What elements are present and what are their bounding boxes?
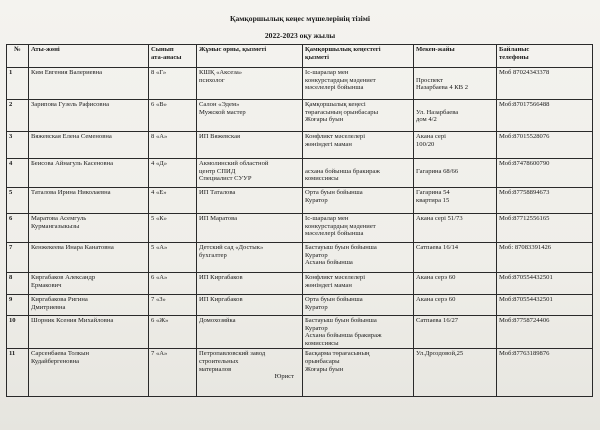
- header-class-line: Сынып: [151, 46, 174, 53]
- member-council-role: [303, 68, 414, 100]
- member-address-line: Гагарина 54: [416, 189, 450, 196]
- member-workplace-line: Специалист СУУР: [199, 175, 252, 183]
- member-workplace: [197, 214, 303, 243]
- member-workplace-line: ИП Таталова: [199, 189, 236, 196]
- member-address-line: Акана сері 51/73: [416, 215, 463, 222]
- member-class: 4 «Д»: [149, 159, 197, 188]
- member-council-role: [303, 316, 414, 349]
- member-address: [414, 68, 497, 100]
- member-name: [29, 295, 149, 316]
- member-phone: Моб:870554432501: [497, 273, 593, 295]
- member-phone: Моб:87017566488: [497, 100, 593, 132]
- member-name: [29, 159, 149, 188]
- member-phone: Моб:87758894673: [497, 188, 593, 214]
- member-council-role-line: Конфликт мәселелері: [305, 274, 366, 281]
- member-address-line: Акана серэ 60: [416, 274, 456, 281]
- member-class: 7 «З»: [149, 295, 197, 316]
- member-council-role: [303, 295, 414, 316]
- member-council-role: [303, 159, 414, 188]
- member-phone: Моб:87712556165: [497, 214, 593, 243]
- member-name-line: Дмитриевна: [31, 303, 66, 311]
- document-title: Қамқоршылық кеңес мүшелерінің тізімі: [229, 14, 371, 23]
- member-council-role-line: Куратор: [305, 303, 328, 311]
- member-class: 6 «А»: [149, 273, 197, 295]
- member-workplace-line: Домохозяйка: [199, 317, 236, 324]
- document-subtitle: 2022-2023 оқу жылы: [264, 31, 336, 40]
- header-phone: [497, 45, 593, 68]
- table-row: [7, 273, 593, 295]
- header-address: [414, 45, 497, 68]
- member-workplace: [197, 273, 303, 295]
- header-name: Аты-жөні: [29, 45, 149, 68]
- member-council-role-line: Іс-шаралар мен: [305, 69, 349, 76]
- header-phone-line: Байланыс: [499, 46, 530, 53]
- member-class: 6 «В»: [149, 100, 197, 132]
- header-class-line: ата-анасы: [151, 53, 182, 61]
- member-phone: Моб:87758724406: [497, 316, 593, 349]
- member-address-line: дом 4/2: [416, 116, 437, 124]
- member-workplace-line: строительных: [199, 357, 239, 365]
- header-work-line: Жұмыс орны, қызметі: [199, 46, 267, 53]
- member-workplace-line: Салон «Эдем»: [199, 101, 240, 108]
- member-class: 5 «К»: [149, 214, 197, 243]
- member-name-line: Кудайбергеновна: [31, 357, 80, 365]
- member-address: [414, 188, 497, 214]
- member-name-line: Ермакович: [31, 281, 62, 289]
- member-address-line: Акана сері: [416, 133, 446, 140]
- member-workplace: [197, 188, 303, 214]
- member-workplace: [197, 132, 303, 159]
- member-phone: Моб:87015528076: [497, 132, 593, 159]
- member-address: [414, 100, 497, 132]
- member-address: [414, 214, 497, 243]
- table-row: [7, 214, 593, 243]
- member-name-line: Киргабаков Александр: [31, 274, 96, 281]
- member-address-line: Ул.Дроздовой,25: [416, 350, 464, 358]
- row-number: 1: [7, 68, 29, 100]
- member-class: 7 «А»: [149, 349, 197, 397]
- table-row: [7, 188, 593, 214]
- member-address-line: 100/20: [416, 140, 435, 148]
- member-address-line: Гагарина 68/66: [416, 167, 459, 175]
- member-council-role-line: Орта буын бойынша: [305, 189, 363, 196]
- member-workplace-line: Акмолинский областной: [199, 160, 269, 167]
- header-num: №: [7, 45, 29, 68]
- member-workplace: [197, 295, 303, 316]
- member-workplace-line: Петропавловский завод: [199, 350, 266, 358]
- member-council-role-line: Куратор: [305, 324, 328, 332]
- member-council-role-line: Конфликт мәселелері: [305, 133, 366, 140]
- header-work: [197, 45, 303, 68]
- member-name-line: Киргабакова Ригина: [31, 296, 88, 303]
- member-workplace-line: Мужской мастер: [199, 108, 246, 116]
- member-address-line: [416, 101, 494, 109]
- member-workplace-line: материалов: [199, 365, 232, 373]
- member-workplace-line: Детский сад «Достык»: [199, 244, 264, 251]
- member-workplace: [197, 159, 303, 188]
- row-number: 9: [7, 295, 29, 316]
- member-phone: Моб 87024343378: [497, 68, 593, 100]
- member-address: [414, 273, 497, 295]
- member-name: [29, 273, 149, 295]
- member-workplace: [197, 316, 303, 349]
- member-address-line: Ул. Назарбаева: [416, 108, 459, 116]
- member-name: [29, 243, 149, 273]
- member-workplace-line: ИП Киргабаков: [199, 296, 243, 303]
- header-role: [303, 45, 414, 68]
- member-name-line: Ким Евгения Валериевна: [31, 69, 103, 76]
- row-number: 3: [7, 132, 29, 159]
- member-council-role-line: орынбасары: [305, 357, 340, 365]
- table-row: [7, 243, 593, 273]
- row-number: 4: [7, 159, 29, 188]
- member-phone: Моб:87478600790: [497, 159, 593, 188]
- member-address-line: Акана серэ 60: [416, 296, 456, 303]
- member-council-role: [303, 214, 414, 243]
- member-council-role-line: Орта буын бойынша: [305, 296, 363, 303]
- member-council-role: [303, 100, 414, 132]
- member-council-role: [303, 132, 414, 159]
- member-name-line: Таталова Ирина Николаевна: [31, 189, 111, 196]
- table-row: [7, 132, 593, 159]
- row-number: 6: [7, 214, 29, 243]
- member-address-line: Назарбаева 4 КВ 2: [416, 84, 469, 92]
- member-name: [29, 100, 149, 132]
- member-council-role-line: Бастауыш буын бойынша: [305, 244, 377, 251]
- member-name: [29, 214, 149, 243]
- member-council-role-line: Асхана бойынша: [305, 259, 353, 267]
- member-council-role: [303, 349, 414, 397]
- member-workplace-line: ИП Вяжевская: [199, 133, 241, 140]
- member-council-role-line: Қамқоршылық кеңесі: [305, 101, 366, 108]
- table-row: [7, 295, 593, 316]
- member-workplace-line: КШҚ «Аксеза»: [199, 69, 243, 76]
- member-council-role-line: жөніндегі маман: [305, 140, 352, 148]
- member-workplace-line: бухгалтер: [199, 251, 227, 259]
- member-workplace: [197, 100, 303, 132]
- member-council-role-line: төрағасының орынбасары: [305, 108, 379, 116]
- member-address-line: Сатпаева 16/14: [416, 244, 459, 251]
- member-name: [29, 349, 149, 397]
- table-row: [7, 159, 593, 188]
- member-council-role-line: Іс-шаралар мен: [305, 215, 349, 222]
- header-role-line: қызметі: [305, 53, 329, 61]
- member-council-role-line: Куратор: [305, 251, 328, 259]
- member-address-line: Сатпаева 16/27: [416, 317, 459, 324]
- members-table: [6, 44, 593, 397]
- member-address-line: [416, 160, 494, 168]
- member-council-role-line: Куратор: [305, 196, 328, 204]
- member-phone: Моб: 87083391426: [497, 243, 593, 273]
- member-class: 5 «А»: [149, 243, 197, 273]
- member-council-role-line: Жоғары буын: [305, 365, 344, 373]
- member-council-role: [303, 188, 414, 214]
- member-address-line: [416, 69, 494, 77]
- member-name-line: Беисова Айнагуль Касеновна: [31, 160, 114, 167]
- member-name-line: Сарсенбаева Толкын: [31, 350, 90, 358]
- row-number: 10: [7, 316, 29, 349]
- member-address: [414, 349, 497, 397]
- member-name: [29, 188, 149, 214]
- member-council-role-line: Басқарма төрағасының: [305, 350, 370, 358]
- header-class: [149, 45, 197, 68]
- member-workplace-line: ИП Маратова: [199, 215, 238, 222]
- member-council-role-line: комиссиясы: [305, 175, 339, 183]
- member-name-line: Маратова Асемгуль: [31, 215, 87, 222]
- member-council-role-line: Асхана бойынша бракираж: [305, 332, 382, 340]
- member-council-role-line: мәселелері бойынша: [305, 84, 364, 92]
- row-number: 8: [7, 273, 29, 295]
- member-name-line: Шорник Ксения Михайловна: [31, 317, 114, 324]
- member-council-role-line: конкурстардың мәдениет: [305, 76, 376, 84]
- table-header-row: [7, 45, 593, 68]
- member-address: [414, 316, 497, 349]
- member-workplace-line: ИП Киргабаков: [199, 274, 243, 281]
- member-class: 4 «Е»: [149, 188, 197, 214]
- member-council-role-line: комиссиясы: [305, 339, 339, 347]
- header-address-line: Мекен-жайы: [416, 46, 455, 53]
- member-class: 8 «А»: [149, 132, 197, 159]
- member-address: [414, 295, 497, 316]
- member-address: [414, 243, 497, 273]
- member-council-role-line: конкурстардың мәдениет: [305, 222, 376, 230]
- member-council-role-line: асхана бойынша бракираж: [305, 167, 380, 175]
- member-council-role: [303, 243, 414, 273]
- member-council-role: [303, 273, 414, 295]
- member-name-line: Кенжекеева Инара Канатовна: [31, 244, 114, 251]
- member-workplace: [197, 68, 303, 100]
- member-name-line: Зарипова Гузель Рафисовна: [31, 101, 110, 108]
- table-row: [7, 68, 593, 100]
- header-phone-line: телефоны: [499, 53, 529, 61]
- row-number: 11: [7, 349, 29, 397]
- member-address: [414, 159, 497, 188]
- member-phone: Моб:870554432501: [497, 295, 593, 316]
- member-class: 8 «Г»: [149, 68, 197, 100]
- table-row: [7, 100, 593, 132]
- member-name: [29, 132, 149, 159]
- member-address-line: квартира 15: [416, 196, 450, 204]
- member-phone: Моб:87763189876: [497, 349, 593, 397]
- header-role-line: Қамқоршылық кеңестегі: [305, 46, 381, 53]
- member-council-role-line: [305, 160, 411, 168]
- row-number: 7: [7, 243, 29, 273]
- member-name-line: Вяжевская Елена Семеновна: [31, 133, 112, 140]
- member-name: [29, 68, 149, 100]
- member-address: [414, 132, 497, 159]
- member-class: 6 «Ж»: [149, 316, 197, 349]
- member-name-line: Курмангазыкызы: [31, 222, 80, 230]
- member-council-role-line: Бастауыш буын бойынша: [305, 317, 377, 324]
- member-council-role-line: жөніндегі маман: [305, 281, 352, 289]
- member-council-role-line: Жоғары буын: [305, 116, 344, 124]
- member-workplace-line: психолог: [199, 76, 225, 84]
- member-council-role-line: мәселелері бойынша: [305, 230, 364, 238]
- member-workplace: [197, 243, 303, 273]
- table-body: [7, 68, 593, 397]
- table-row: [7, 316, 593, 349]
- row-number: 5: [7, 188, 29, 214]
- member-workplace-line: центр СПИД: [199, 167, 236, 175]
- member-workplace-position: Юрист: [274, 373, 294, 381]
- table-row: [7, 349, 593, 397]
- member-workplace: [197, 349, 303, 397]
- member-name: [29, 316, 149, 349]
- row-number: 2: [7, 100, 29, 132]
- member-address-line: Проспект: [416, 76, 443, 84]
